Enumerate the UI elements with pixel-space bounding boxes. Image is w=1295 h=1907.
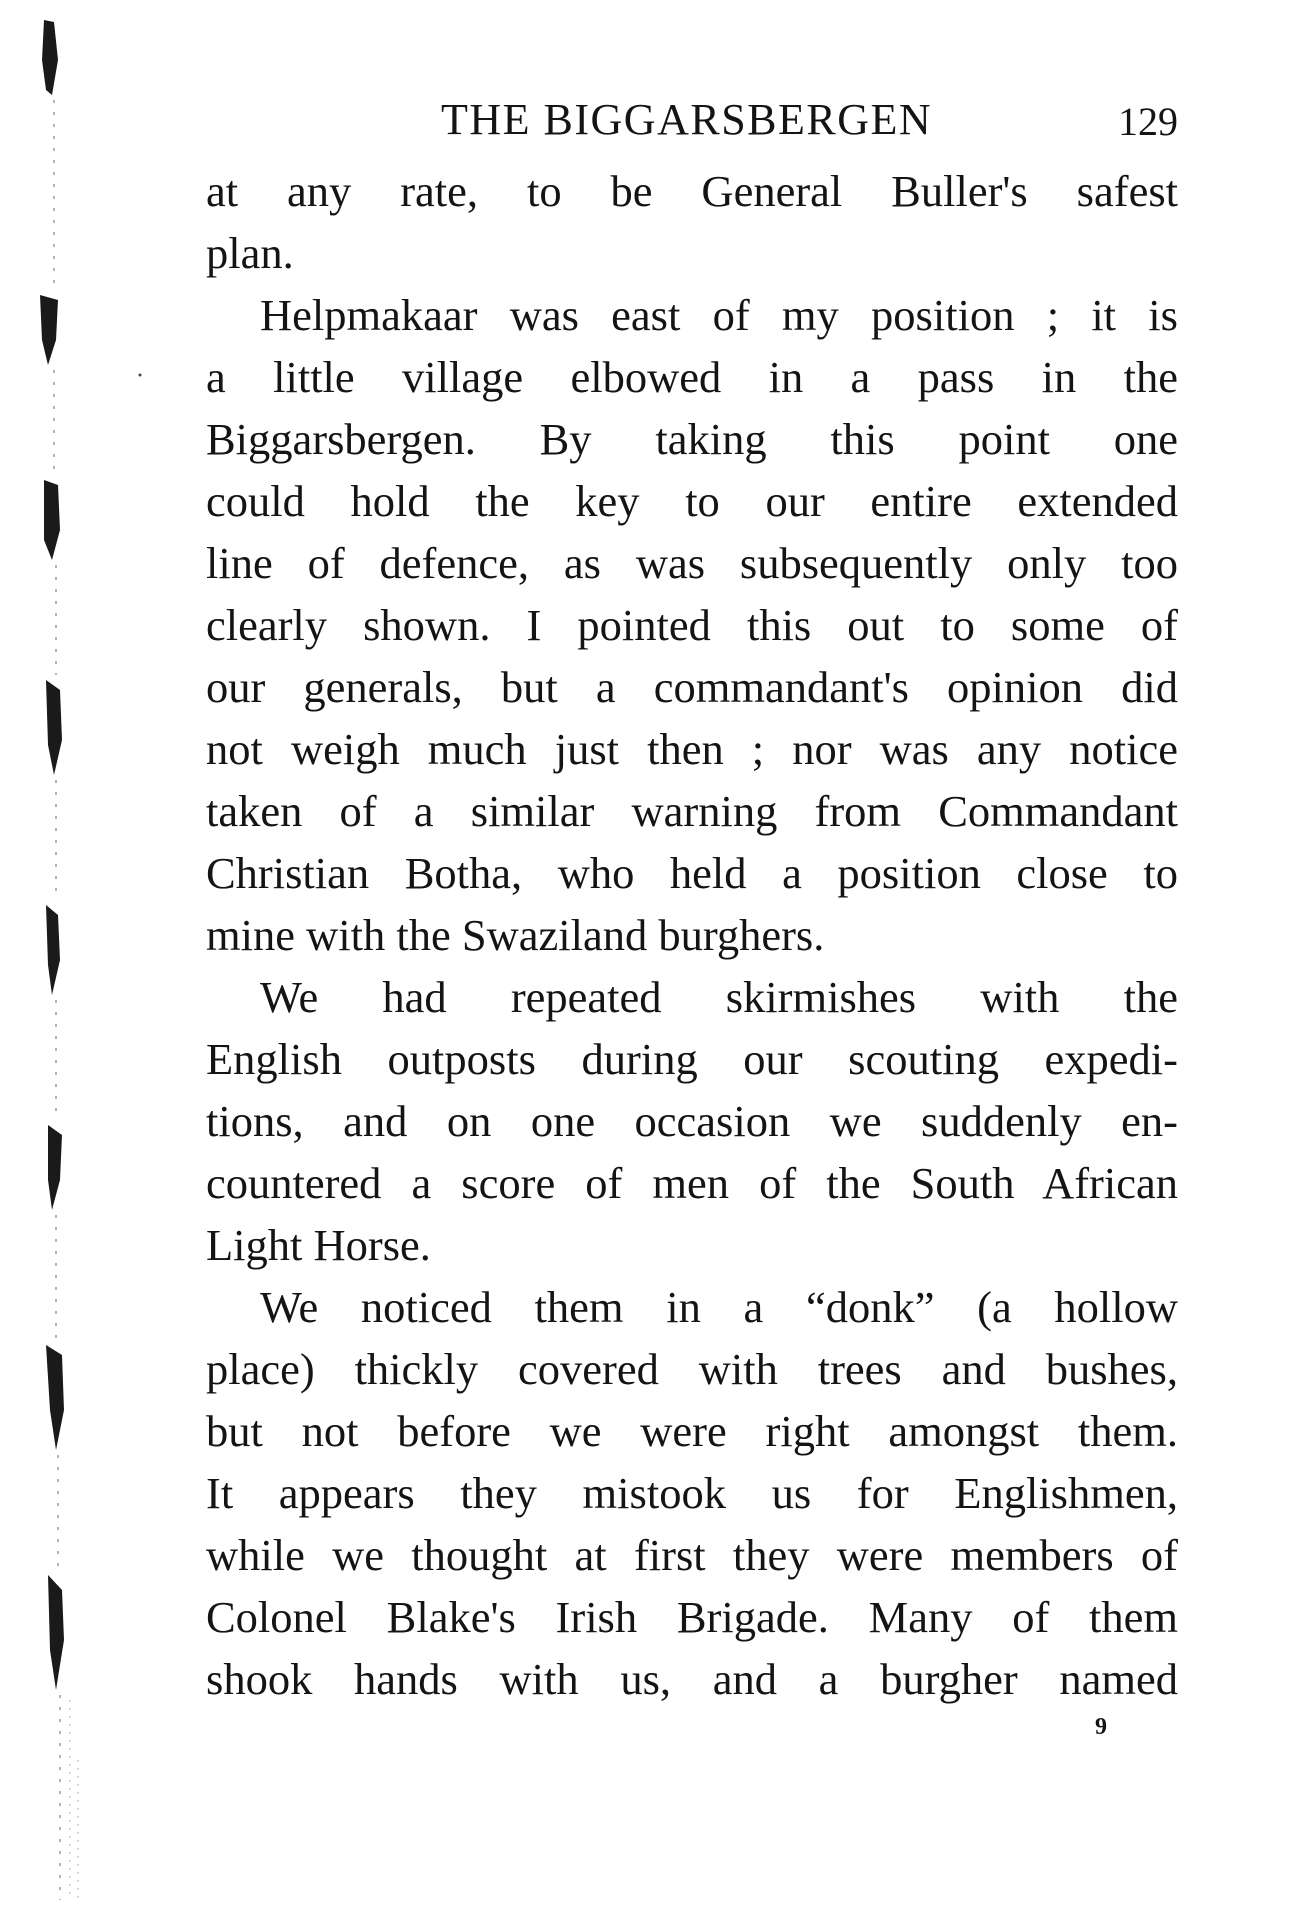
text-line: line of defence, as was subsequently only too <box>206 538 1178 588</box>
text-line: while we thought at first they were members of <box>206 1530 1178 1580</box>
signature-mark: 9 <box>1095 1714 1107 1740</box>
text-line: plan. <box>206 228 294 278</box>
text-line: place) thickly covered with trees and bushes, <box>206 1344 1178 1394</box>
text-line: clearly shown. I pointed this out to some of <box>206 600 1178 650</box>
page-number: 129 <box>1118 99 1178 144</box>
text-line: We had repeated skirmishes with the <box>260 972 1178 1022</box>
text-line: not weigh much just then ; nor was any notice <box>206 724 1178 774</box>
running-head-title: THE BIGGARSBERGEN <box>441 95 933 144</box>
text-line: taken of a similar warning from Commandant <box>206 786 1178 836</box>
binding-gutter-shadow <box>0 0 150 1907</box>
text-line: Light Horse. <box>206 1220 431 1270</box>
text-line: shook hands with us, and a burgher named <box>206 1654 1178 1704</box>
text-line: could hold the key to our entire extended <box>206 476 1178 526</box>
text-line: our generals, but a commandant's opinion did <box>206 662 1178 712</box>
text-line: a little village elbowed in a pass in the <box>206 352 1178 402</box>
running-header <box>206 95 1178 155</box>
text-line: Colonel Blake's Irish Brigade. Many of them <box>206 1592 1178 1642</box>
body-text <box>206 160 1178 1710</box>
text-line: Biggarsbergen. By taking this point one <box>206 414 1178 464</box>
text-line: mine with the Swaziland burghers. <box>206 910 825 960</box>
text-line: tions, and on one occasion we suddenly en- <box>206 1096 1178 1146</box>
text-line: countered a score of men of the South African <box>206 1158 1178 1208</box>
text-line: We noticed them in a “donk” (a hollow <box>260 1282 1178 1332</box>
text-line: English outposts during our scouting expedi- <box>206 1034 1178 1084</box>
text-line: at any rate, to be General Buller's safest <box>206 166 1178 216</box>
text-line: Helpmakaar was east of my position ; it is <box>260 290 1178 340</box>
text-line: It appears they mistook us for Englishmen, <box>206 1468 1178 1518</box>
text-line: Christian Botha, who held a position close to <box>206 848 1178 898</box>
text-line: but not before we were right amongst them. <box>206 1406 1178 1456</box>
